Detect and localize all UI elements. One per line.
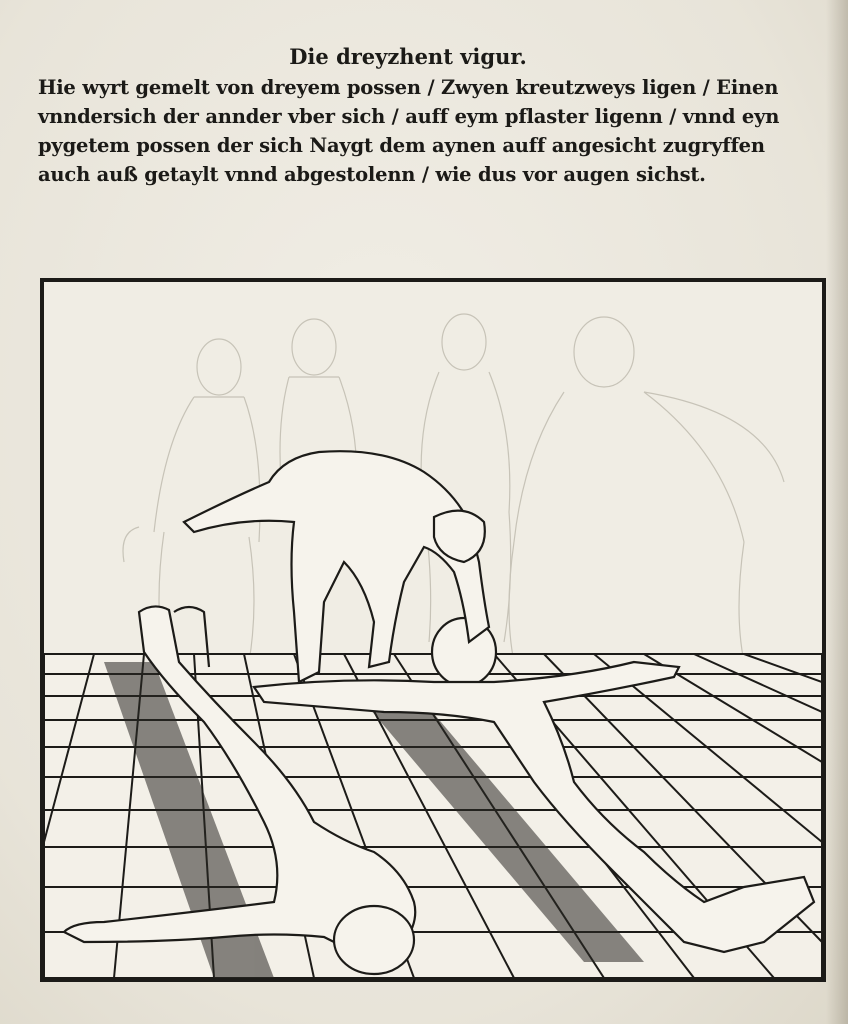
text-block	[38, 44, 780, 189]
text-line-1: Hie wyrt gemelt von dreyem possen / Zwyen kreutzweys ligen / Einen	[38, 76, 779, 99]
text-line-3: pygetem possen der sich Naygt dem aynen auff angesicht zugryffen	[38, 134, 765, 157]
woodcut-drawing	[44, 282, 822, 978]
page-heading: Die dreyzhent vigur.	[289, 44, 527, 69]
woodcut-illustration	[40, 278, 826, 982]
text-line-2: vnndersich der annder vber sich / auff eym pflaster ligenn / vnnd eyn	[38, 105, 780, 128]
show-through-figures	[123, 314, 784, 662]
page-gutter-shadow	[826, 0, 848, 1024]
text-line-4: auch auß getaylt vnnd abgestolenn / wie dus vor augen sichst.	[38, 163, 706, 186]
